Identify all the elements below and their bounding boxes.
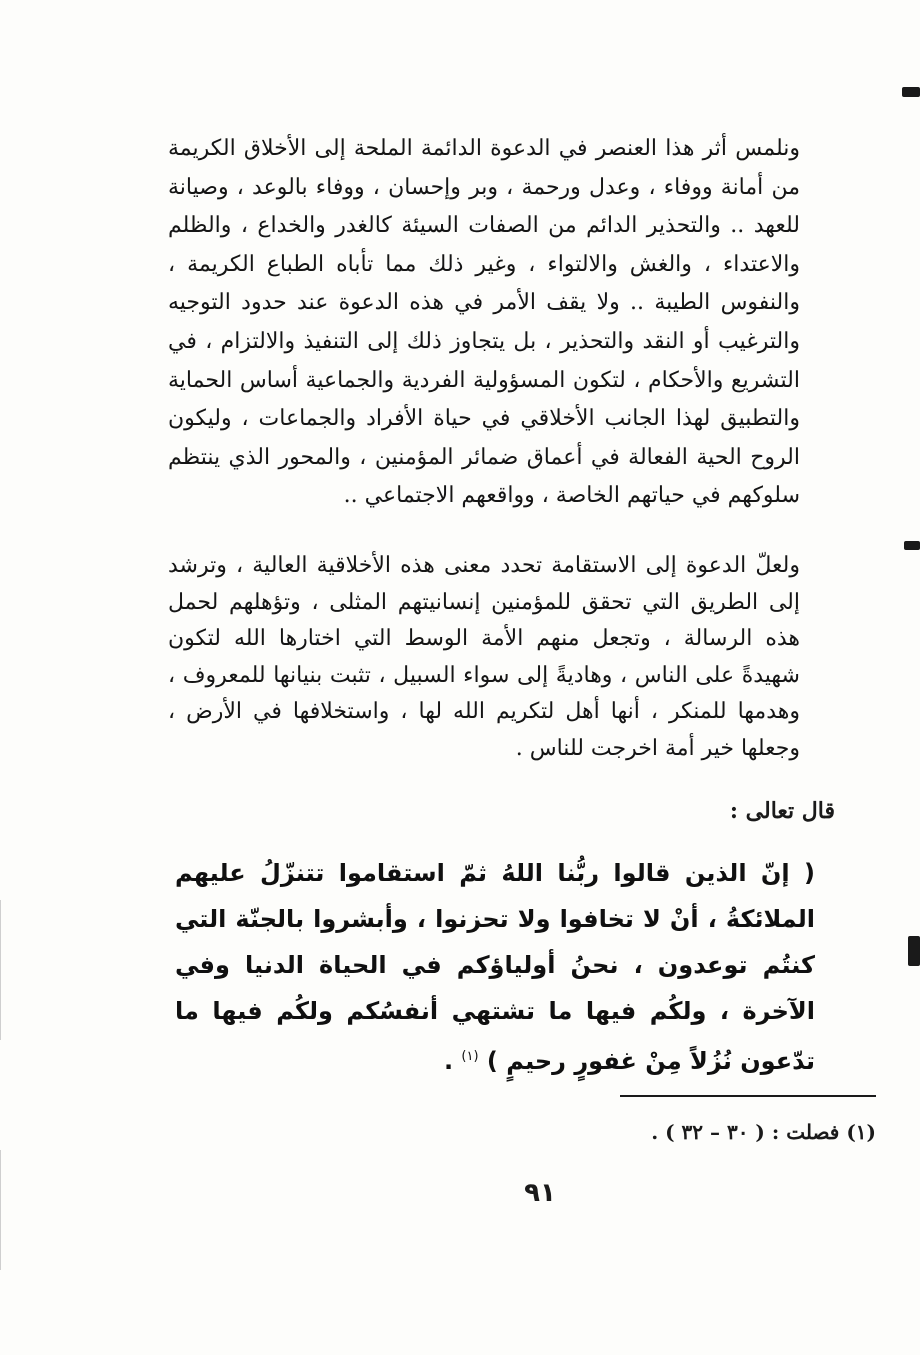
footnote-reference: (١): [461, 1049, 479, 1064]
paragraph-2: ولعلّ الدعوة إلى الاستقامة تحدد معنى هذه الأخلاقية العالية ، وترشد إلى الطريق التي تحقق للمؤمنين إنسانيتهم المثلى ، وتؤهلهم لحمل هذه الرسالة ، وتجعل منهم الأمة الوسط التي اختارها الله لتكون شهيدةً على الناس ، وهاديةً إلى سواء السبيل ، تثبت بنيانها للمعروف ، وهدمها للمنكر ، أنها أهل لتكريم الله لها ، واستخلافها في الأرض ، وجعلها خير أمة اخرجت للناس .: [168, 553, 800, 761]
left-edge-line: [0, 900, 1, 1040]
verse-end: .: [443, 1047, 454, 1075]
right-edge-mark-middle: [904, 541, 920, 550]
quran-verse: [175, 850, 815, 1084]
quote-intro: قال تعالى :: [729, 798, 835, 824]
verse-text: ( إنّ الذين قالوا ربُّنا اللهُ ثمّ استقاموا تتنزّلُ عليهم الملائكةُ ، أنْ لا تخافوا ولا تحزنوا ، وأبشروا بالجنّة التي كنتُم توعدون ، نحنُ أولياؤكم في الحياة الدنيا وفي الآخرة ، ولكُم فيها ما تشتهي أنفسُكم ولكُم فيها ما تدّعون نُزُلاً مِنْ غفورٍ رحيمٍ ): [175, 859, 815, 1075]
left-edge-line-lower: [0, 1150, 1, 1270]
page-number: ٩١: [524, 1178, 556, 1208]
footnote: (١) فصلت : ( ٣٠ – ٣٢ ) .: [651, 1120, 876, 1144]
right-edge-mark-top: [902, 87, 920, 97]
right-edge-mark-lower: [908, 936, 920, 966]
paragraph-1: ونلمس أثر هذا العنصر في الدعوة الدائمة الملحة إلى الأخلاق الكريمة من أمانة ووفاء ، وعدل ورحمة ، وبر وإحسان ، ووفاء بالوعد ، وصيانة للعهد .. والتحذير الدائم من الصفات السيئة كالغدر والخداع ، والظلم والاعتداء ، والغش والالتواء ، وغير ذلك مما تأباه الطباع الكريمة ، والنفوس الطيبة .. ولا يقف الأمر في هذه الدعوة عند حدود التوجيه والترغيب أو النقد والتحذير ، بل يتجاوز ذلك إلى التنفيذ والالتزام ، في التشريع والأحكام ، لتكون المسؤولية الفردية والجماعية أساس الحماية والتطبيق لهذا الجانب الأخلاقي في حياة الأفراد والجماعات ، وليكون الروح الحية الفعالة في أعماق ضمائر المؤمنين ، والمحور الذي ينتظم سلوكهم في حياتهم الخاصة ، وواقعهم الاجتماعي ..: [168, 136, 800, 509]
footnote-divider: [620, 1095, 876, 1097]
